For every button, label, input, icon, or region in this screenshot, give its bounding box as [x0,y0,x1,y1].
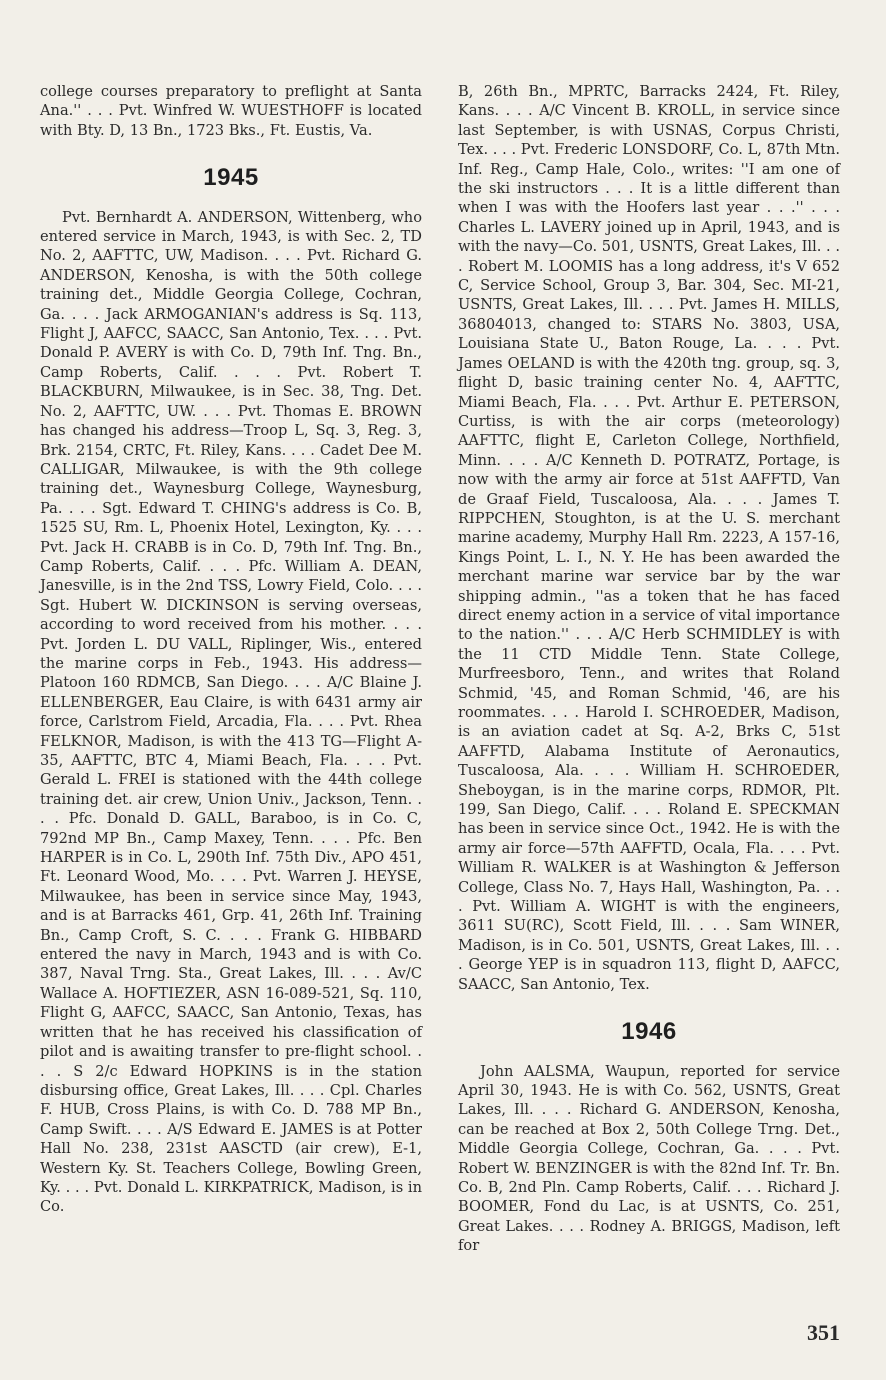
continued-paragraph: B, 26th Bn., MPRTC, Barracks 2424, Ft. Riley, Kans. . . . A/C Vincent B. KROLL, in service since last September, is with USNAS, Corpus Christi, Tex. . . . Pvt. Frederic LONSDORF, Co. L, 87th Mtn. Inf. Reg., Camp Hale, Colo., writes: ''I am one of the ski instructors . . . It is a little different than when I was with the Hoofers last year . . .'' . . . Charles L. LAVERY joined up in April, 1943, and is with the navy—Co. 501, USNTS, Great Lakes, Ill. . . . Robert M. LOOMIS has a long address, it's V 652 C, Service School, Group 3, Bar. 304, Sec. MI-21, USNTS, Great Lakes, Ill. . . . Pvt. James H. MILLS, 36804013, changed to: STARS No. 3803, USA, Louisiana State U., Baton Rouge, La. . . . Pvt. James OELAND is with the 420th tng. group, sq. 3, flight D, basic training center No. 4, AAFTTC, Miami Beach, Fla. . . . Pvt. Arthur E. PETERSON, Curtiss, is with the air corps (meteorology) AAFTTC, flight E, Carleton College, Northfield, Minn. . . . A/C Kenneth D. POTRATZ, Portage, is now with the army air force at 51st AAFFTD, Van de Graaf Field, Tuscaloosa, Ala. . . . James T. RIPPCHEN, Stoughton, is at the U. S. merchant marine academy, Murphy Hall Rm. 2223, A 157-16, Kings Point, L. I., N. Y. He has been awarded the merchant marine war service bar by the war shipping admin., ''as a token that he has faced direct enemy action in a service of vital importance to the nation.'' . . . A/C Herb SCHMIDLEY is with the 11 CTD Middle Tenn. State College, Murfreesboro, Tenn., and writes that Roland Schmid, '45, and Roman Schmid, '46, are his roommates. . . . Harold I. SCHROEDER, Madison, is an aviation cadet at Sq. A-2, Brks C, 51st AAFFTD, Alabama Institute of Aeronautics, Tuscaloosa, Ala. . . . William H. SCHROEDER, Sheboygan, is in the marine corps, RDMOR, Plt. 199, San Diego, Calif. . . . Roland E. SPECKMAN has been in service since Oct., 1942. He is with the army air force—57th AAFFTD, Ocala, Fla. . . . Pvt. William R. WALKER is at Washington & Jefferson College, Class No. 7, Hays Hall, Washington, Pa. . . . Pvt. William A. WIGHT is with the engineers, 3611 SU(RC), Scott Field, Ill. . . . Sam WINER, Madison, is in Co. 501, USNTS, Great Lakes, Ill. . . . George YEP is in squadron 113, flight D, AAFCC, SAACC, San Antonio, Tex. [458,83,840,993]
class-1945-paragraph: Pvt. Bernhardt A. ANDERSON, Wittenberg, who entered service in March, 1943, is with Sec. 2, TD No. 2, AAFTTC, UW, Madison. . . . Pvt. Richard G. ANDERSON, Kenosha, is with the 50th college training det., Middle Georgia College, Cochran, Ga. . . . Jack ARMOGANIAN's address is Sq. 113, Flight J, AAFCC, SAACC, San Antonio, Tex. . . . Pvt. Donald P. AVERY is with Co. D, 79th Inf. Tng. Bn., Camp Roberts, Calif. . . . Pvt. Robert T. BLACKBURN, Milwaukee, is in Sec. 38, Tng. Det. No. 2, AAFTTC, UW. . . . Pvt. Thomas E. BROWN has changed his address—Troop L, Sq. 3, Reg. 3, Brk. 2154, CRTC, Ft. Riley, Kans. . . . Cadet Dee M. CALLIGAR, Milwaukee, is with the 9th college training det., Waynesburg College, Waynesburg, Pa. . . . Sgt. Edward T. CHING's address is Co. B, 1525 SU, Rm. L, Phoenix Hotel, Lexington, Ky. . . . Pvt. Jack H. CRABB is in Co. D, 79th Inf. Tng. Bn., Camp Roberts, Calif. . . . Pfc. William A. DEAN, Janesville, is in the 2nd TSS, Lowry Field, Colo. . . . Sgt. Hubert W. DICKINSON is serving overseas, according to word received from his mother. . . . Pvt. Jorden L. DU VALL, Riplinger, Wis., entered the marine corps in Feb., 1943. His address—Platoon 160 RDMCB, San Diego. . . . A/C Blaine J. ELLENBERGER, Eau Claire, is with 6431 army air force, Carlstrom Field, Arcadia, Fla. . . . Pvt. Rhea FELKNOR, Madison, is with the 413 TG—Flight A-35, AAFTTC, BTC 4, Miami Beach, Fla. . . . Pvt. Gerald L. FREI is stationed with the 44th college training det. air crew, Union Univ., Jackson, Tenn. . . . Pfc. Donald D. GALL, Baraboo, is in Co. C, 792nd MP Bn., Camp Maxey, Tenn. . . . Pfc. Ben HARPER is in Co. L, 290th Inf. 75th Div., APO 451, Ft. Leonard Wood, Mo. . . . Pvt. Warren J. HEYSE, Milwaukee, has been in service since May, 1943, and is at Barracks 461, Grp. 41, 26th Inf. Training Bn., Camp Croft, S. C. . . . Frank G. HIBBARD entered the navy in March, 1943 and is with Co. 387, Naval Trng. Sta., Great Lakes, Ill. . . . Av/C Wallace A. HOFTIEZER, ASN 16-089-521, Sq. 110, Flight G, AAFCC, SAACC, San Antonio, Texas, has written that he has received his classification of pilot and is awaiting transfer to pre-flight school. . . . S 2/c Edward HOPKINS is in the station disbursing office, Great Lakes, Ill. . . . Cpl. Charles F. HUB, Cross Plains, is with Co. D. 788 MP Bn., Camp Swift. . . . A/S Edward E. JAMES is at Potter Hall No. 238, 231st AASCTD (air crew), E-1, Western Ky. St. Teachers College, Bowling Green, Ky. . . . Pvt. Donald L. KIRKPATRICK, Madison, is in Co. [40,208,422,1216]
right-column [458,82,840,1256]
intro-paragraph: college courses preparatory to preflight at Santa Ana.'' . . . Pvt. Winfred W. WUESTHOFF is located with Bty. D, 13 Bn., 1723 Bks., Ft. Eustis, Va. [40,83,422,139]
page-number: 351 [807,1320,840,1345]
left-column [40,82,422,1217]
class-1946-paragraph: John AALSMA, Waupun, reported for service April 30, 1943. He is with Co. 562, USNTS, Great Lakes, Ill. . . . Richard G. ANDERSON, Kenosha, can be reached at Box 2, 50th College Trng. Det., Middle Georgia College, Cochran, Ga. . . . Pvt. Robert W. BENZINGER is with the 82nd Inf. Tr. Bn. Co. B, 2nd Pln. Camp Roberts, Calif. . . . Richard J. BOOMER, Fond du Lac, is at USNTS, Co. 251, Great Lakes. . . . Rodney A. BRIGGS, Madison, left for [458,1062,840,1255]
heading-1946: 1946 [621,1018,677,1046]
heading-1945: 1945 [203,164,259,192]
